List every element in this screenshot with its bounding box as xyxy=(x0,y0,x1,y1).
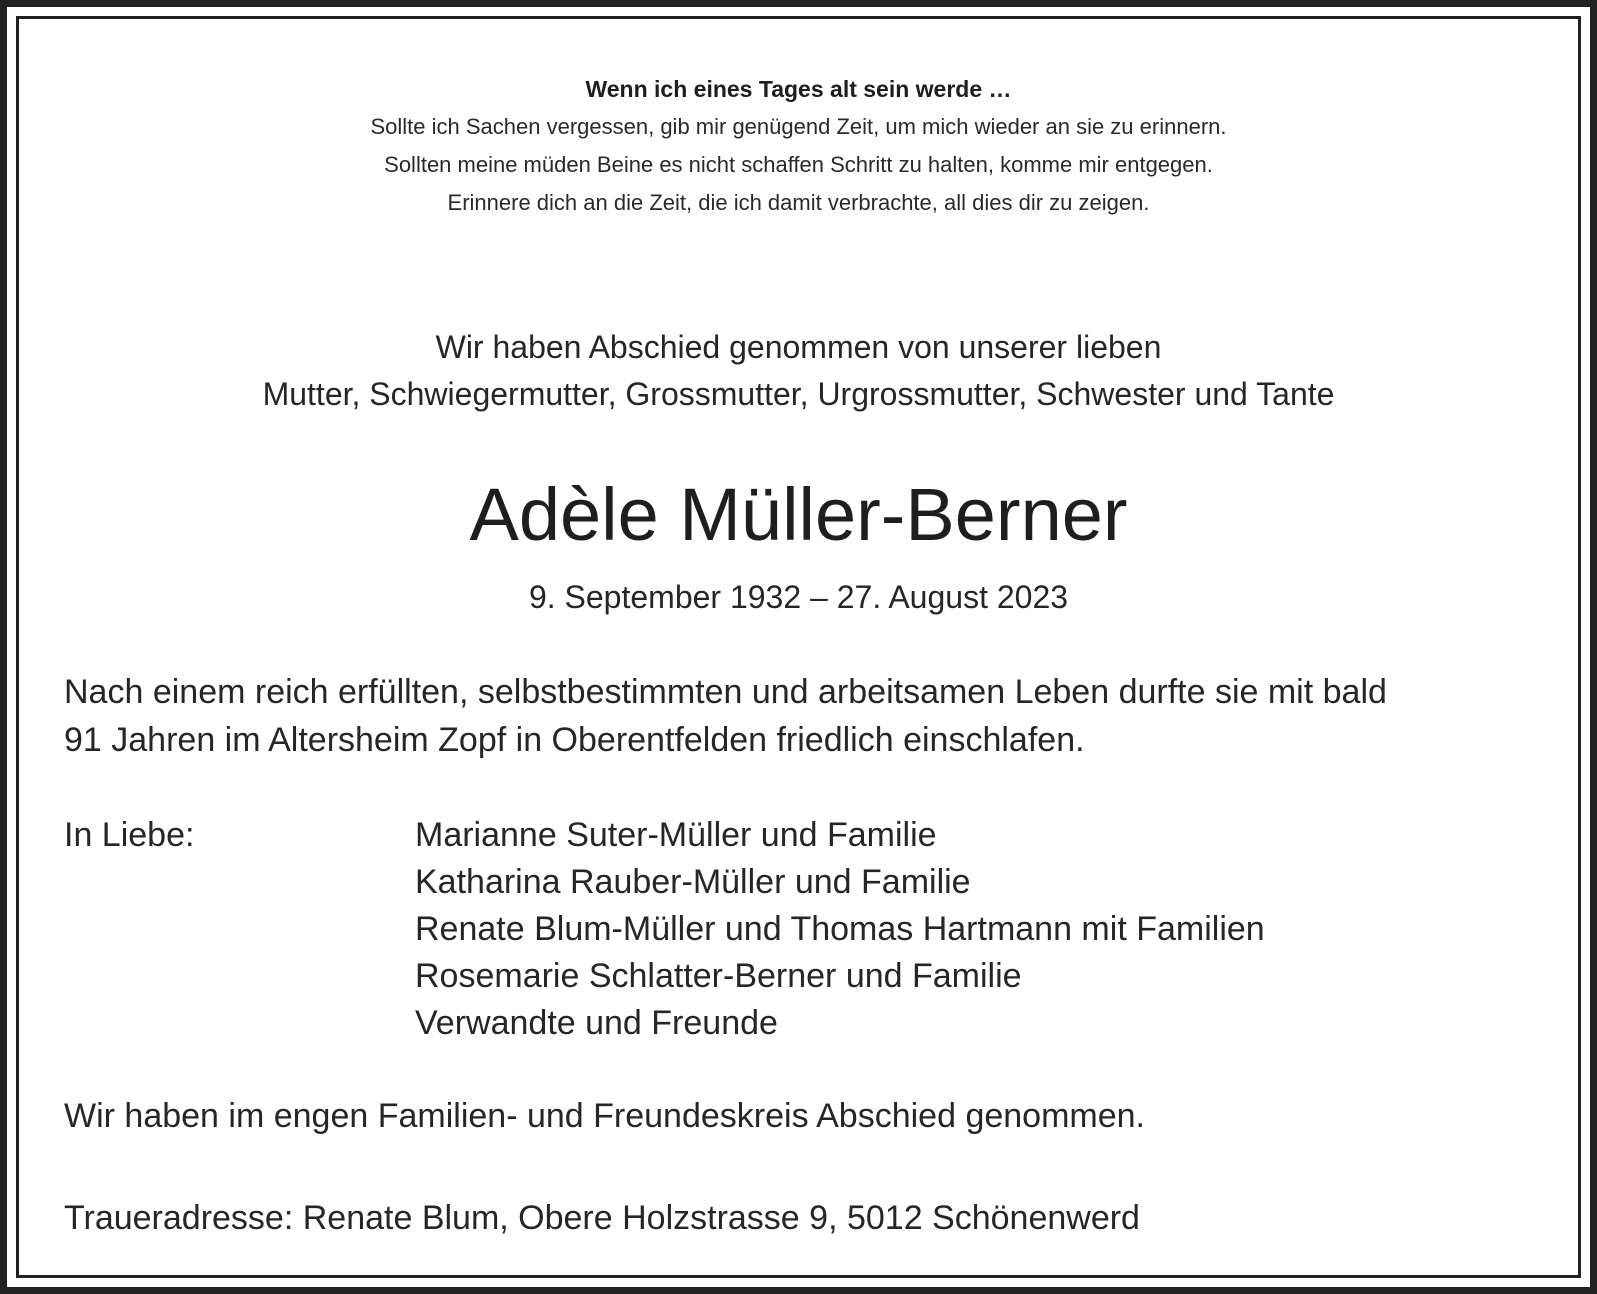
mourner-name: Rosemarie Schlatter-Berner und Familie xyxy=(415,957,1022,995)
announcement-line: 91 Jahren im Altersheim Zopf in Oberentfelden friedlich einschlafen. xyxy=(64,721,1085,759)
announcement-text xyxy=(64,668,1544,764)
poem-line: Erinnere dich an die Zeit, die ich damit verbrachte, all dies dir zu zeigen. xyxy=(447,190,1150,215)
deceased-name: Adèle Müller-Berner xyxy=(469,473,1128,556)
poem-title: Wenn ich eines Tages alt sein werde … xyxy=(585,76,1012,102)
mourners-list xyxy=(415,812,1515,1047)
mourning-address: Traueradresse: Renate Blum, Obere Holzstrasse 9, 5012 Schönenwerd xyxy=(64,1199,1140,1237)
mourner-name: Renate Blum-Müller und Thomas Hartmann mit Familien xyxy=(415,910,1265,948)
mourners-label: In Liebe: xyxy=(64,816,195,854)
intro-line: Mutter, Schwiegermutter, Grossmutter, Urgrossmutter, Schwester und Tante xyxy=(262,376,1335,412)
closing-text: Wir haben im engen Familien- und Freundeskreis Abschied genommen. xyxy=(64,1097,1145,1135)
mourner-name: Marianne Suter-Müller und Familie xyxy=(415,816,937,854)
poem-block xyxy=(0,70,1597,222)
poem-line: Sollte ich Sachen vergessen, gib mir genügend Zeit, um mich wieder an sie zu erinnern. xyxy=(370,114,1227,139)
mourner-name: Katharina Rauber-Müller und Familie xyxy=(415,863,971,901)
announcement-line: Nach einem reich erfüllten, selbstbestimmten und arbeitsamen Leben durfte sie mit bald xyxy=(64,673,1387,711)
intro-block xyxy=(0,324,1597,418)
life-dates: 9. September 1932 – 27. August 2023 xyxy=(528,579,1069,615)
poem-line: Sollten meine müden Beine es nicht schaffen Schritt zu halten, komme mir entgegen. xyxy=(384,152,1213,177)
mourner-name: Verwandte und Freunde xyxy=(415,1004,778,1042)
intro-line: Wir haben Abschied genommen von unserer lieben xyxy=(435,329,1162,365)
